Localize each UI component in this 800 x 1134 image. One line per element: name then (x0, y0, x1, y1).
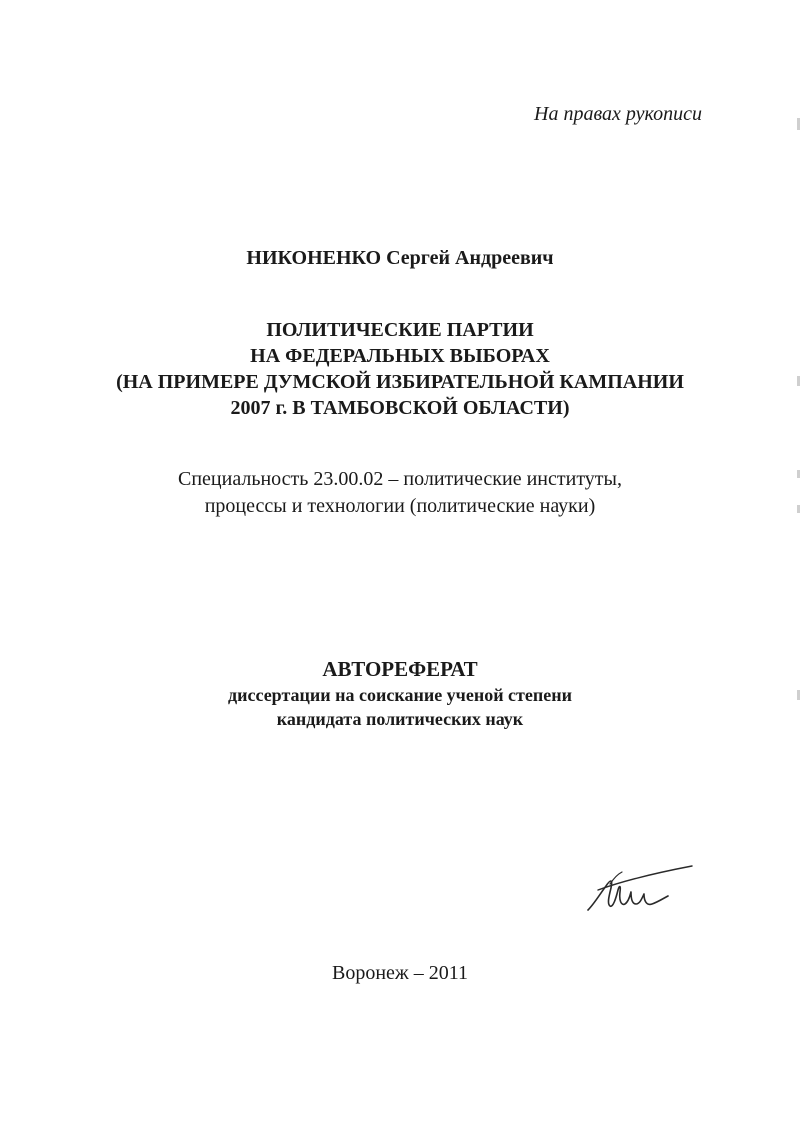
city-year: Воронеж – 2011 (332, 962, 468, 984)
author-name: НИКОНЕНКО Сергей Андреевич (246, 247, 554, 269)
abstract-line: диссертации на соискание ученой степени (228, 685, 572, 705)
title-line: НА ФЕДЕРАЛЬНЫХ ВЫБОРАХ (250, 345, 550, 367)
title-line: 2007 г. В ТАМБОВСКОЙ ОБЛАСТИ) (230, 397, 570, 419)
dissertation-title (0, 317, 800, 421)
abstract-title: АВТОРЕФЕРАТ (322, 657, 478, 681)
signature-icon (580, 860, 695, 920)
title-line: (НА ПРИМЕРЕ ДУМСКОЙ ИЗБИРАТЕЛЬНОЙ КАМПАНИИ (116, 371, 684, 393)
rights-note: На правах рукописи (534, 103, 702, 125)
abstract-line: кандидата политических наук (276, 709, 524, 729)
title-line: ПОЛИТИЧЕСКИЕ ПАРТИИ (266, 319, 534, 341)
specialty-line: Специальность 23.00.02 – политические институты, (178, 468, 622, 490)
specialty (0, 466, 800, 520)
specialty-line: процессы и технологии (политические науки) (204, 495, 596, 517)
abstract-heading (0, 657, 800, 731)
